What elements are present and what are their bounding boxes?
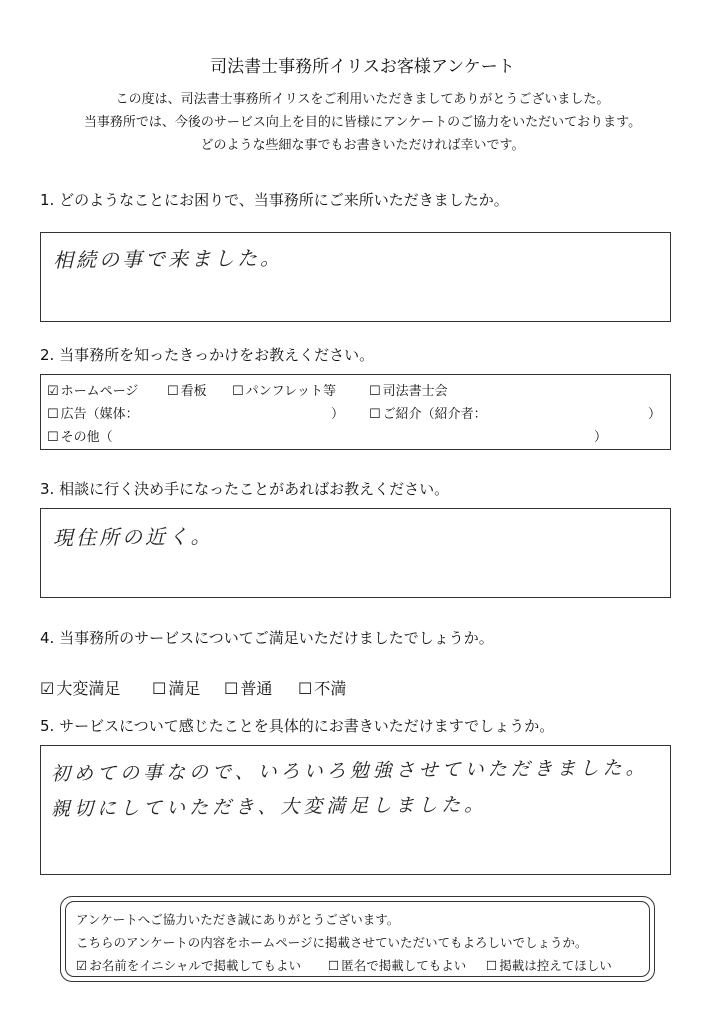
checkbox-icon[interactable]: ☐	[224, 679, 239, 698]
option-kanban-label: 看板	[180, 384, 207, 399]
checkbox-checked-icon[interactable]: ☑	[47, 384, 59, 399]
checkbox-icon[interactable]: ☐	[152, 679, 167, 698]
consent-option-decline[interactable]	[486, 956, 612, 974]
satisfaction-label: 大変満足	[56, 679, 121, 698]
page-title: 司法書士事務所イリスお客様アンケート	[210, 57, 515, 77]
intro-line-3: どのような些細な事でもお書きいただければ幸いです。	[200, 138, 525, 153]
checkbox-icon[interactable]: ☐	[167, 384, 179, 399]
satisfaction-unsatisfied[interactable]	[298, 676, 346, 699]
publication-consent-inner-border	[65, 901, 650, 977]
option-kanban[interactable]	[167, 380, 207, 399]
checkbox-icon[interactable]: ☐	[369, 384, 381, 399]
question-5-answer-line-1: 初めての事なので、いろいろ勉強させていただきました。	[50, 756, 649, 786]
question-3-answer: 現住所の近く。	[52, 524, 214, 550]
consent-option-label: お名前をイニシャルで掲載してもよい	[89, 958, 301, 973]
consent-option-anonymous[interactable]	[328, 956, 466, 974]
option-kokoku-close: ）	[331, 407, 345, 422]
checkbox-icon[interactable]: ☐	[369, 407, 381, 422]
satisfaction-very-satisfied[interactable]	[40, 676, 120, 699]
footer-thanks: アンケートへご協力いただき誠にありがとうございます。	[76, 912, 400, 927]
question-3-answer-box[interactable]	[40, 508, 671, 598]
question-1-label: 1. どのようなことにお困りで、当事務所にご来所いただきましたか。	[40, 191, 509, 209]
option-pamphlet[interactable]	[232, 380, 336, 399]
intro-line-1: この度は、司法書士事務所イリスをご利用いただきましてありがとうございました。	[115, 92, 610, 107]
checkbox-checked-icon[interactable]: ☑	[76, 958, 88, 973]
consent-option-initials[interactable]	[76, 956, 301, 974]
consent-option-label: 匿名で掲載してもよい	[341, 958, 467, 973]
option-kokoku[interactable]	[47, 403, 139, 422]
intro-line-2: 当事務所では、今後のサービス向上を目的に皆様にアンケートのご協力をいただいております。	[83, 115, 642, 130]
option-shokai[interactable]	[369, 403, 487, 422]
question-5-label: 5. サービスについて感じたことを具体的にお書きいただけますでしょうか。	[40, 717, 555, 735]
footer-question: こちらのアンケートの内容をホームページに掲載させていただいてもよろしいでしょうか。	[76, 935, 588, 950]
option-sonota-close: ）	[594, 430, 608, 445]
option-homepage-label: ホームページ	[60, 384, 139, 399]
checkbox-icon[interactable]: ☐	[47, 430, 59, 445]
option-shihoshoshikai[interactable]	[369, 380, 448, 399]
satisfaction-label: 満足	[168, 679, 201, 698]
option-sonota-label: その他（	[60, 430, 113, 445]
question-1-answer: 相続の事で来ました。	[52, 245, 284, 273]
option-shokai-label: ご紹介（紹介者：	[382, 407, 487, 422]
option-kokoku-label: 広告（媒体：	[60, 407, 139, 422]
question-2-label: 2. 当事務所を知ったきっかけをお教えください。	[40, 346, 375, 364]
option-sonota[interactable]	[47, 426, 113, 445]
question-4-label: 4. 当事務所のサービスについてご満足いただけましたでしょうか。	[40, 629, 494, 647]
checkbox-checked-icon[interactable]: ☑	[40, 679, 55, 698]
question-3-label: 3. 相談に行く決め手になったことがあればお教えください。	[40, 480, 450, 498]
satisfaction-satisfied[interactable]	[152, 676, 200, 699]
checkbox-icon[interactable]: ☐	[298, 679, 313, 698]
checkbox-icon[interactable]: ☐	[486, 958, 498, 973]
consent-option-label: 掲載は控えてほしい	[499, 958, 612, 973]
satisfaction-average[interactable]	[224, 676, 272, 699]
option-pamphlet-label: パンフレット等	[245, 384, 337, 399]
checkbox-icon[interactable]: ☐	[47, 407, 59, 422]
satisfaction-label: 普通	[240, 679, 273, 698]
question-1-answer-box[interactable]	[40, 232, 671, 322]
question-5-answer-box[interactable]	[40, 745, 671, 875]
publication-consent-box	[60, 896, 655, 982]
checkbox-icon[interactable]: ☐	[232, 384, 244, 399]
checkbox-icon[interactable]: ☐	[328, 958, 340, 973]
satisfaction-label: 不満	[314, 679, 347, 698]
option-shihoshoshikai-label: 司法書士会	[382, 384, 448, 399]
option-homepage[interactable]	[47, 380, 138, 399]
question-5-answer-line-2: 親切にしていただき、大変満足しました。	[50, 793, 488, 821]
question-2-options-box	[40, 374, 671, 450]
option-shokai-close: ）	[648, 407, 662, 422]
